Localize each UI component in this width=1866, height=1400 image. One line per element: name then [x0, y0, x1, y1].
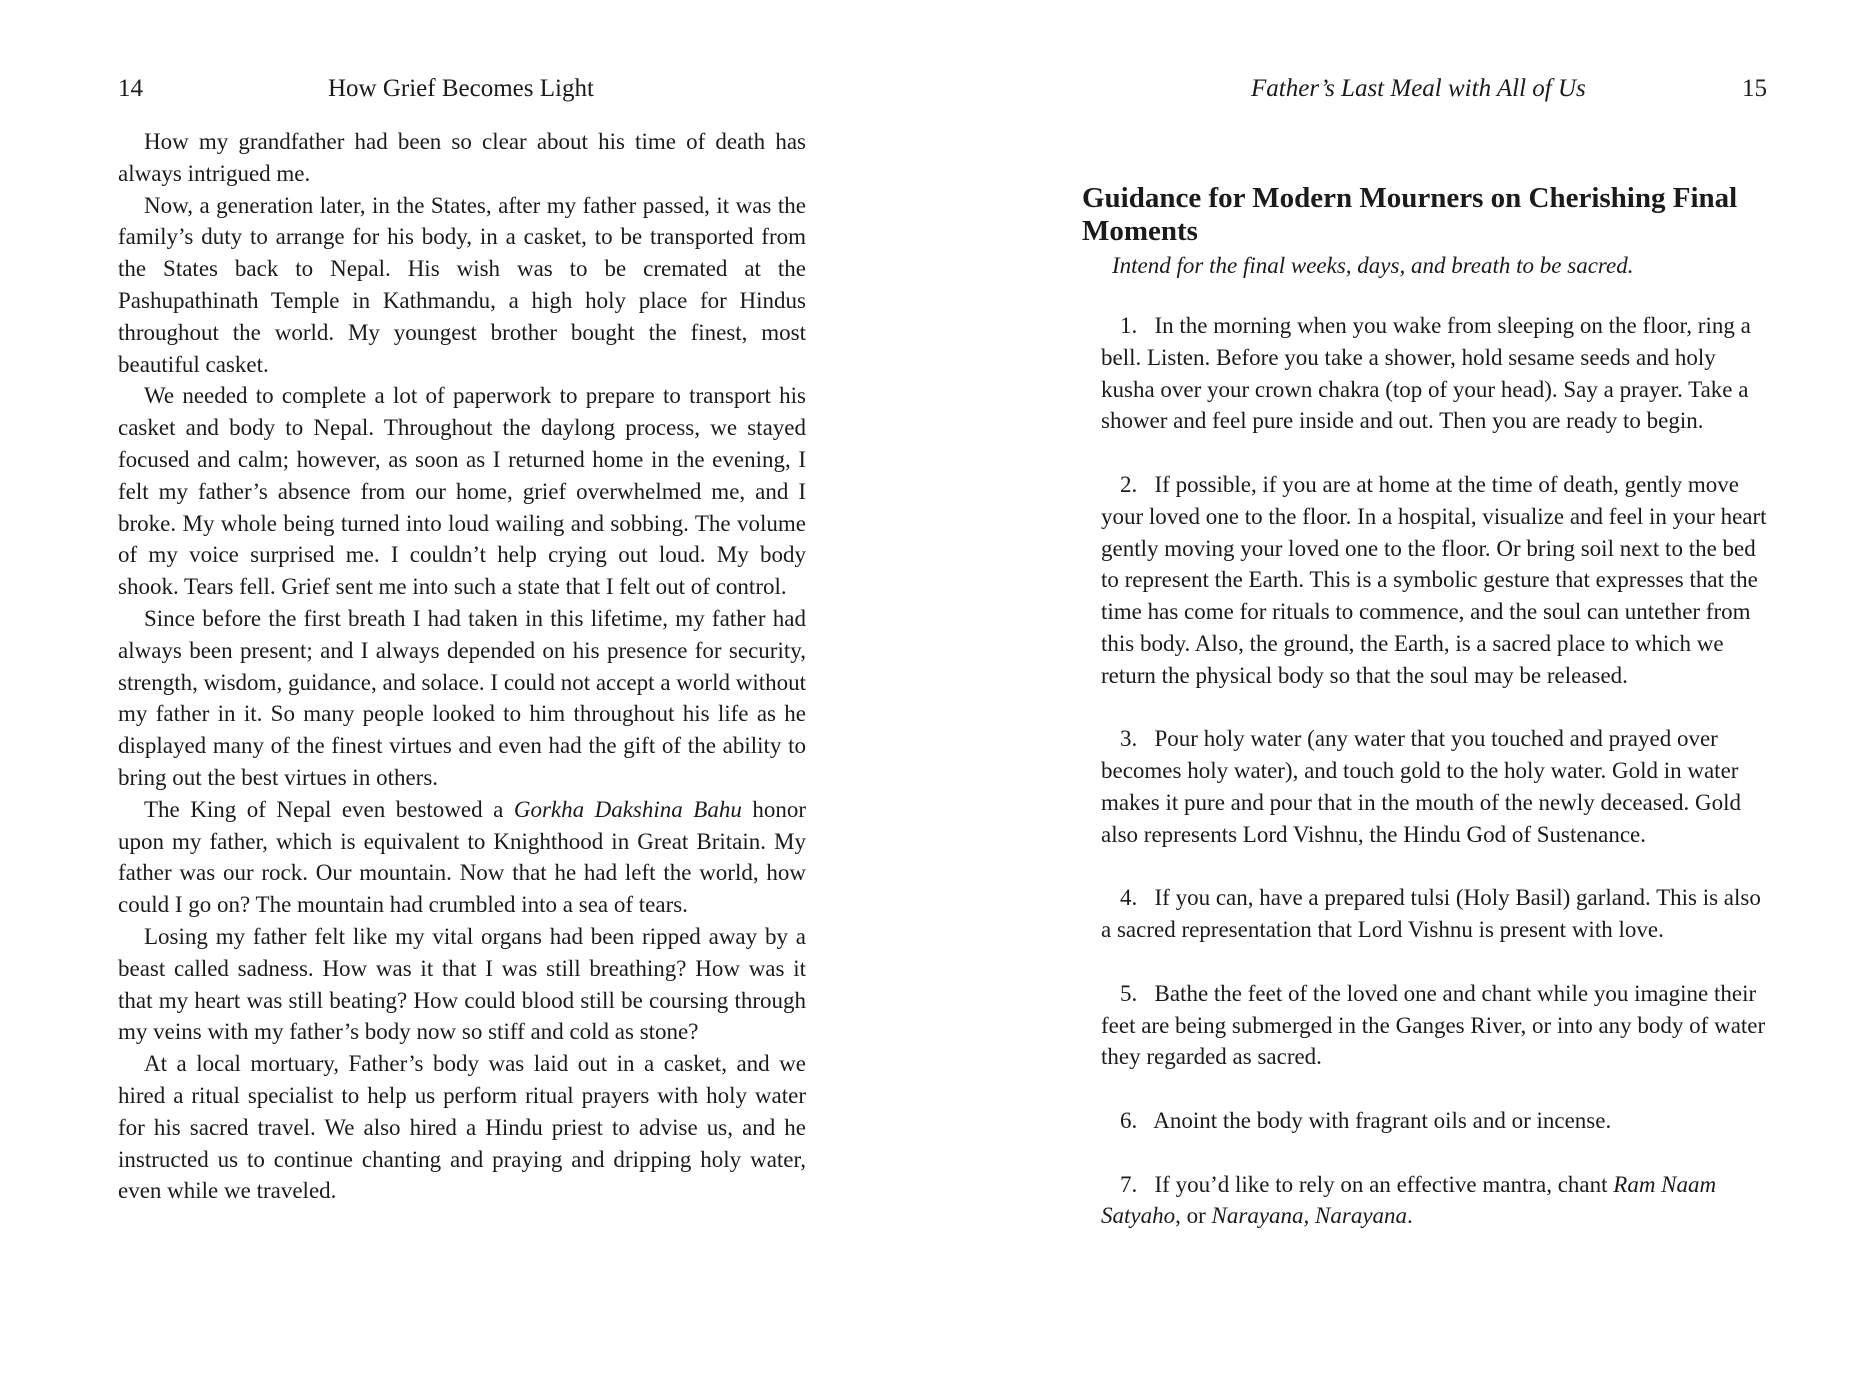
honor-title: Gorkha Dakshina Bahu: [513, 796, 742, 822]
list-item: [1101, 978, 1774, 1073]
mantra: Narayana, Narayana: [1211, 1203, 1408, 1229]
list-item: [1101, 723, 1774, 850]
list-item: [1101, 310, 1774, 437]
paragraph-text: The King of Nepal even bestowed a: [144, 796, 514, 822]
step-text: Bathe the feet of the loved one and chant while you imagine their feet are being submerged in the Ganges River, or into any body of water they regarded as sacred.: [1101, 980, 1766, 1070]
step-text: .: [1407, 1203, 1413, 1229]
paragraph: At a local mortuary, Father’s body was laid out in a casket, and we hired a ritual specialist to help us perform ritual prayers with holy water for his sacred travel. We also hired a Hindu priest to advise us, and he instructed us to continue chanting and praying and dripping holy water, even while we traveled.: [118, 1051, 806, 1204]
steps-list: [1082, 310, 1774, 1232]
step-number: 4.: [1120, 885, 1138, 911]
step-number: 3.: [1120, 726, 1138, 752]
step-number: 7.: [1120, 1171, 1138, 1197]
step-text: If you can, have a prepared tulsi (Holy Basil) garland. This is also a sacred representation that Lord Vishnu is present with love.: [1101, 885, 1761, 943]
page-number: 14: [118, 75, 143, 102]
step-text: Pour holy water (any water that you touched and prayed over becomes holy water), and touch gold to the holy water. Gold in water makes it pure and pour that in the mouth of the newly deceased. Gold also represents Lord Vishnu, the Hindu God of Sustenance.: [1101, 726, 1741, 847]
step-number: 1.: [1120, 313, 1138, 338]
body-text: [118, 126, 806, 1207]
paragraph-text: honor upon my father, which is equivalent to Knighthood in Great Britain. My father was our rock. Our mountain. Now that he had left the world, how could I go on? The mountain had crumbled into a sea of tears.: [118, 796, 806, 918]
paragraph: We needed to complete a lot of paperwork to prepare to transport his casket and body to Nepal. Throughout the daylong process, we stayed focused and calm; however, as soon as I returned home in the evening, I felt my father’s absence from our home, grief overwhelmed me, and I broke. My whole being turned into loud wailing and sobbing. The volume of my voice surprised me. I couldn’t help crying out loud. My body shook. Tears fell. Grief sent me into such a state that I felt out of control.: [118, 383, 806, 600]
paragraph: Now, a generation later, in the States, after my father passed, it was the family’s duty to arrange for his body, in a casket, to be transported from the States back to Nepal. His wish was to be cremated at the Pashupathinath Temple in Kathmandu, a high holy place for Hindus throughout the world. My youngest brother bought the finest, most beautiful casket.: [118, 192, 806, 377]
right-page: [933, 0, 1866, 1400]
mantra: Ram Naam Satyaho: [1101, 1171, 1717, 1229]
guidance-section: [1082, 182, 1774, 1232]
step-text: Anoint the body with fragrant oils and or incense.: [1153, 1107, 1612, 1133]
step-text: In the morning when you wake from sleeping on the floor, ring a bell. Listen. Before you take a shower, hold sesame seeds and holy kusha over your crown chakra (top of your head). Say a prayer. Take a shower and feel pure inside and out. Then you are ready to begin.: [1101, 313, 1751, 434]
step-number: 2.: [1120, 471, 1138, 497]
list-item: [1101, 882, 1774, 946]
section-subheading: Intend for the final weeks, days, and breath to be sacred.: [1112, 253, 1634, 278]
running-head: Father’s Last Meal with All of Us: [1251, 75, 1586, 102]
paragraph: Losing my father felt like my vital organs had been ripped away by a beast called sadness. How was it that I was still breathing? How was it that my heart was still beating? How could blood still be coursing through my veins with my father’s body now so stiff and cold as stone?: [118, 923, 806, 1045]
step-text: If you’d like to rely on an effective mantra, chant: [1154, 1171, 1614, 1197]
section-heading: Guidance for Modern Mourners on Cherishing Final Moments: [1082, 182, 1738, 247]
paragraph: Since before the first breath I had taken in this lifetime, my father had always been present; and I always depended on his presence for security, strength, wisdom, guidance, and solace. I could not accept a world without my father in it. So many people looked to him throughout his life as he displayed many of the finest virtues and even had the gift of the ability to bring out the best virtues in others.: [118, 605, 806, 790]
list-item: [1101, 1105, 1774, 1137]
list-item: [1101, 1169, 1774, 1233]
paragraph: How my grandfather had been so clear about his time of death has always intrigued me.: [118, 129, 806, 186]
paragraph: [118, 794, 806, 921]
step-text: If possible, if you are at home at the time of death, gently move your loved one to the floor. In a hospital, visualize and feel in your heart gently moving your loved one to the floor. Or bring soil next to the bed to represent the Earth. This is a symbolic gesture that expresses that the time has come for rituals to commence, and the soul can untether from this body. Also, the ground, the Earth, is a sacred place to which we return the physical body so that the soul may be released.: [1101, 471, 1767, 688]
step-text: , or: [1175, 1203, 1212, 1229]
step-number: 6.: [1120, 1107, 1138, 1133]
page-number: 15: [1742, 75, 1767, 102]
running-head: How Grief Becomes Light: [328, 75, 594, 102]
list-item: [1101, 469, 1774, 692]
step-number: 5.: [1120, 980, 1138, 1006]
